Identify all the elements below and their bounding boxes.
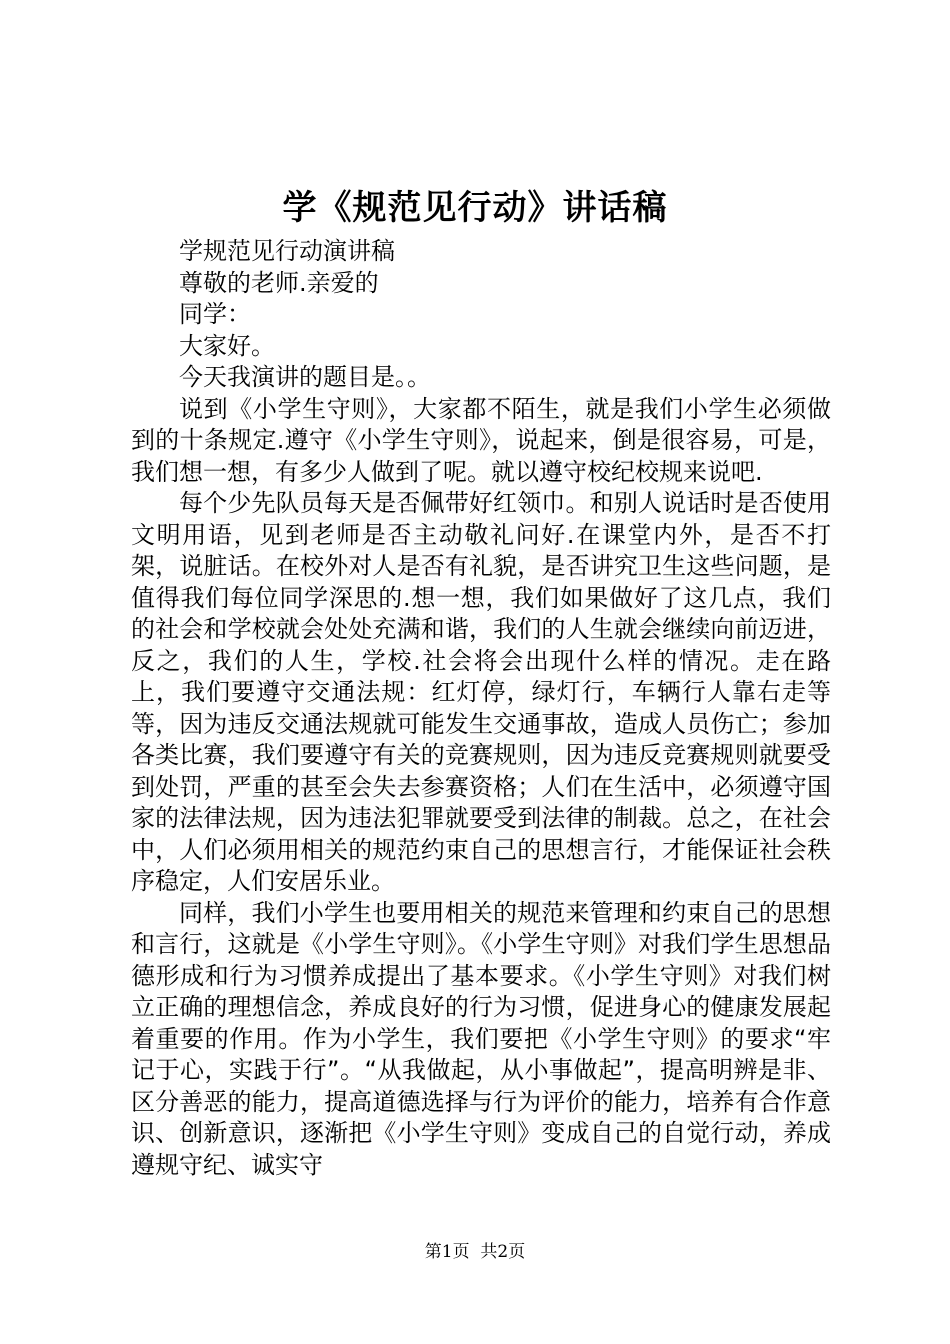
paragraph: 尊敬的老师.亲爱的 — [179, 268, 379, 297]
paragraph: 大家好。 — [179, 331, 275, 360]
footer-spacer — [470, 1242, 481, 1262]
paragraph: 说到《小学生守则》，大家都不陌生，就是我们小学生必须做到的十条规定.遵守《小学生守则》，说起来，倒是很容易，可是，我们想一想，有多少人做到了呢。就以遵守校纪校规来说吧. — [131, 394, 831, 486]
paragraph: 今天我演讲的题目是。。 — [179, 363, 431, 391]
paragraph: 每个少先队员每天是否佩带好红领巾。和别人说话时是否使用文明用语，见到老师是否主动敬礼问好.在课堂内外，是否不打架，说脏话。在校外对人是否有礼貌，是否讲究卫生这些问题，是值得我们每位同学深思的.想一想，我们如果做好了这几点，我们的社会和学校就会处处充满和谐，我们的人生就会继续向前迈进，反之，我们的人生，学校.社会将会出现什么样的情况。走在路上，我们要遵守交通法规：红灯停，绿灯行，车辆行人靠右走等等，因为违反交通法规就可能发生交通事故，造成人员伤亡；参加各类比赛，我们要遵守有关的竞赛规则，因为违反竞赛规则就要受到处罚，严重的甚至会失去参赛资格；人们在生活中，必须遵守国家的法律法规，因为违法犯罪就要受到法律的制裁。总之，在社会中，人们必须用相关的规范约束自己的思想言行，才能保证社会秩序稳定，人们安居乐业。 — [131, 489, 831, 895]
document-body — [131, 236, 831, 1181]
page-number: 第1页 — [424, 1242, 470, 1262]
page-total: 共2页 — [480, 1242, 526, 1262]
page-footer — [0, 1240, 950, 1264]
paragraph: 同学： — [179, 300, 251, 328]
document-title: 学《规范见行动》讲话稿 — [282, 188, 668, 228]
paragraph: 同样，我们小学生也要用相关的规范来管理和约束自己的思想和言行，这就是《小学生守则》。《小学生守则》对我们学生思想品德形成和行为习惯养成提出了基本要求。《小学生守则》对我们树立正确的理想信念，养成良好的行为习惯，促进身心的健康发展起着重要的作用。作为小学生，我们要把《小学生守则》的要求“牢记于心，实践于行”。“从我做起，从小事做起”，提高明辨是非、区分善恶的能力，提高道德选择与行为评价的能力，培养有合作意识、创新意识，逐渐把《小学生守则》变成自己的自觉行动，养成遵规守纪、诚实守 — [131, 898, 831, 1179]
paragraph: 学规范见行动演讲稿 — [179, 237, 395, 265]
